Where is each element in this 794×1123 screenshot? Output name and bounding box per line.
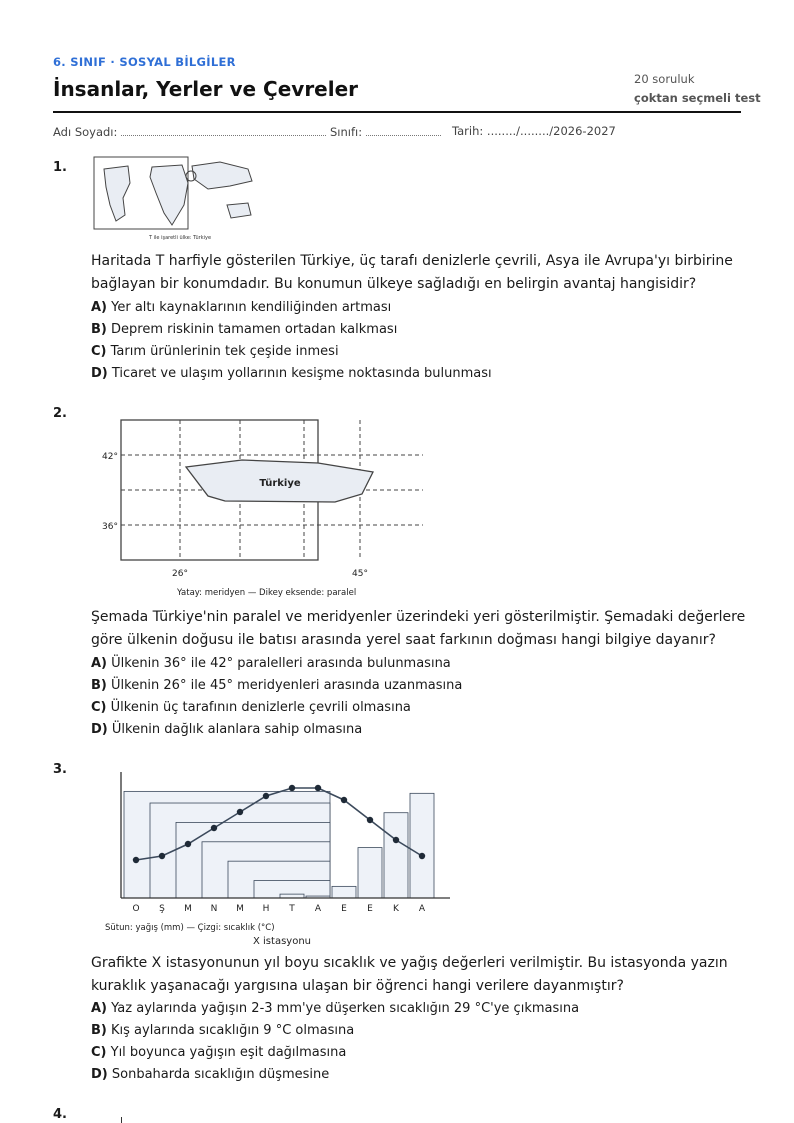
option-d[interactable]: D) Sonbaharda sıcaklığın düşmesine [91,1067,330,1082]
class-blank[interactable] [366,124,441,136]
option-b[interactable]: B) Ülkenin 26° ile 45° meridyenleri arasında uzanmasına [91,678,463,693]
name-field[interactable] [53,124,326,139]
continent-shape [227,203,251,218]
option-c[interactable]: C) Tarım ürünlerinin tek çeşide inmesi [91,344,339,359]
option-a[interactable]: A) Yaz aylarında yağışın 2-3 mm'ye düşerken sıcaklığın 29 °C'ye çıkmasına [91,1001,580,1016]
question-text: Şemada Türkiye'nin paralel ve meridyenler üzerindeki yeri gösterilmiştir. Şemadaki değerlere göre ülkenin doğusu ile batısı arasında yerel saat farkının doğması hangi bilgiye dayanır? [91,609,746,648]
name-blank[interactable] [121,124,326,136]
lon-label: 45° [352,569,368,579]
subject-label: 6. SINIF · SOSYAL BİLGİLER [53,55,236,69]
temperature-point [133,857,139,863]
precipitation-bar [384,813,408,898]
test-type: çoktan seçmeli test [634,91,761,105]
temperature-point [289,785,295,791]
precipitation-bars [124,791,434,898]
month-tick-label: E [341,904,347,914]
temperature-point [341,797,347,803]
name-label: Adı Soyadı: [53,125,118,139]
option-d[interactable]: D) Ülkenin dağlık alanlara sahip olmasına [91,722,363,737]
world-map-figure [90,153,270,245]
option-a[interactable]: A) Yer altı kaynaklarının kendiliğinden artması [91,300,392,315]
month-tick-label: T [289,904,295,914]
header-divider [53,111,741,113]
month-tick-label: K [393,904,399,914]
temperature-point [419,853,425,859]
month-tick-label: N [210,904,218,914]
month-tick-label: O [132,904,140,914]
temperature-point [185,841,191,847]
option-c[interactable]: C) Yıl boyunca yağışın eşit dağılmasına [91,1045,347,1060]
page-title: İnsanlar, Yerler ve Çevreler [53,77,359,101]
temperature-point [159,853,165,859]
month-tick-label: H [262,904,270,914]
temperature-point [211,825,217,831]
date-field: Tarih: ......../......../2026-2027 [452,124,616,138]
next-figure-axis [121,1117,122,1123]
option-a[interactable]: A) Ülkenin 36° ile 42° paralelleri arasında bulunmasına [91,656,451,671]
precipitation-bar [332,886,356,898]
continent-shape [192,162,252,189]
lat-label: 42° [102,452,118,462]
month-tick-label: E [367,904,373,914]
continent-shape [150,165,188,225]
month-tick-label: Ş [159,904,165,914]
temperature-point [367,817,373,823]
lat-label: 36° [102,522,118,532]
map-caption: T ile işaretli ülke: Türkiye [149,235,212,241]
lon-label: 26° [172,569,188,579]
temperature-point [315,785,321,791]
question-number: 1. [53,160,67,175]
question-number: 4. [53,1107,67,1122]
month-labels [132,904,425,914]
turkey-label: Türkiye [259,478,301,489]
schema-caption: Yatay: meridyen — Dikey eksende: paralel [177,588,357,598]
question-text: Haritada T harfiyle gösterilen Türkiye, üç tarafı denizlerle çevrili, Asya ile Avrupa'yı birbirine bağlayan bir konumdadır. Bu konumun ülkeye sağladığı en belirgin avantaj hangisidir? [91,253,733,292]
class-label: Sınıfı: [330,125,363,139]
question-count: 20 soruluk [634,72,695,86]
continent-shape [104,166,130,221]
chart-title: X istasyonu [253,936,311,947]
option-b[interactable]: B) Deprem riskinin tamamen ortadan kalkması [91,322,398,337]
option-c[interactable]: C) Ülkenin üç tarafının denizlerle çevrili olmasına [91,700,411,715]
question-text: Grafikte X istasyonunun yıl boyu sıcaklık ve yağış değerleri verilmiştir. Bu istasyonda yazın kuraklık yaşanacağı yargısına ulaşan bir öğrenci hangi verilere dayanmıştır? [91,955,728,994]
option-d[interactable]: D) Ticaret ve ulaşım yollarının kesişme noktasında bulunması [91,366,492,381]
option-b[interactable]: B) Kış aylarında sıcaklığın 9 °C olmasına [91,1023,355,1038]
temperature-point [263,793,269,799]
climate-chart [90,765,460,950]
month-tick-label: M [236,904,244,914]
precipitation-bar [358,848,382,898]
coordinate-schema [90,410,430,600]
temperature-point [237,809,243,815]
precipitation-bar [410,793,434,898]
question-number: 3. [53,762,67,777]
month-tick-label: M [184,904,192,914]
question-number: 2. [53,406,67,421]
month-tick-label: A [314,904,322,914]
temperature-point [393,837,399,843]
class-field[interactable] [330,124,441,139]
month-tick-label: A [418,904,426,914]
chart-caption: Sütun: yağış (mm) — Çizgi: sıcaklık (°C) [105,923,275,933]
